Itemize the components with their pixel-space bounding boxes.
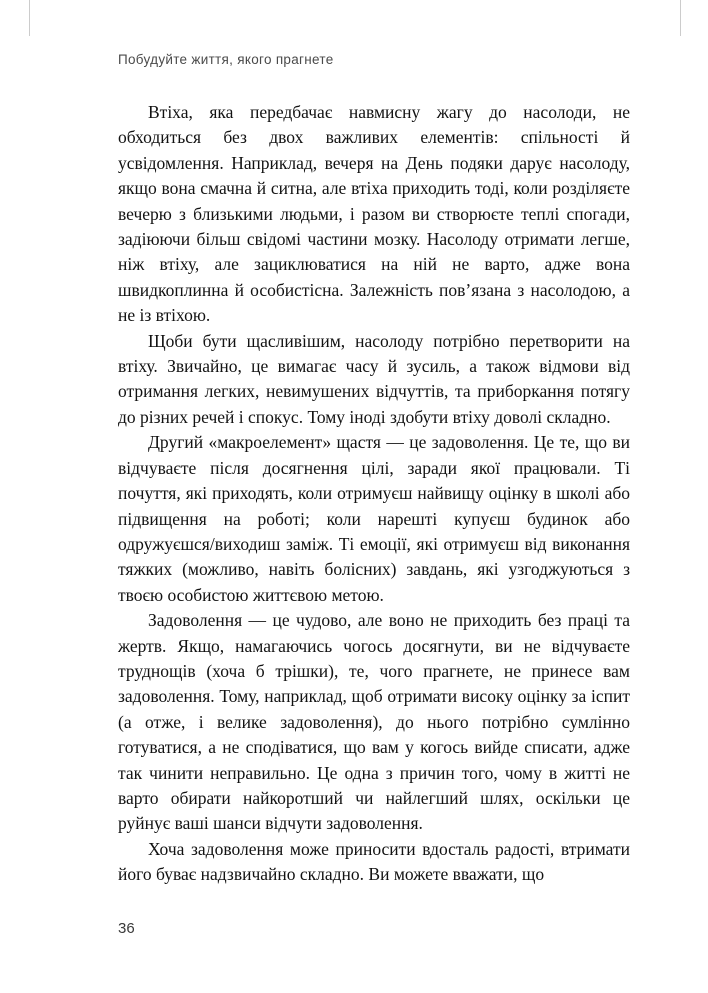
running-header: Побудуйте життя, якого прагнете (118, 52, 334, 67)
crop-mark-right (680, 0, 681, 36)
crop-mark-left (29, 0, 30, 36)
paragraph-1: Втіха, яка передбачає навмисну жагу до насолоди, не обходиться без двох важливих елементів: спільності й усвідомлення. Наприклад, вечеря на День подяки дарує насолоду, якщо вона смачна й ситна, але втіха приходить тоді, коли розділяєте вечерю з близькими людьми, і разом ви створюєте теплі спогади, задіюючи більш свідомі частини мозку. Насолоду отримати легше, ніж втіху, але зациклюватися на ній не варто, адже вона швидкоплинна й особистісна. Залежність пов’язана з насолодою, а не із втіхою. (118, 102, 630, 326)
page-number: 36 (118, 920, 135, 937)
paragraph-2: Щоби бути щасливішим, насолоду потрібно перетворити на втіху. Звичайно, це вимагає часу й зусиль, а також відмови від отримання легких, невимушених відчуттів, та приборкання потягу до різних речей і спокус. Тому іноді здобути втіху доволі складно. (118, 330, 630, 427)
paragraph-5: Хоча задоволення може приносити вдосталь радості, втримати його буває надзвичайно складно. Ви можете вважати, що (118, 838, 630, 885)
paragraph-3: Другий «макроелемент» щастя — це задоволення. Це те, що ви відчуваєте після досягнення цілі, заради якої працювали. Ті почуття, які приходять, коли отримуєш найвищу оцінку в школі або підвищення на роботі; коли нарешті купуєш будинок або одружуєшся/виходиш заміж. Ті емоції, які отримуєш від виконання тяжких (можливо, навіть болісних) завдань, які узгоджуються з твоєю особистою життєвою метою. (118, 432, 630, 605)
paragraph-4: Задоволення — це чудово, але воно не приходить без праці та жертв. Якщо, намагаючись чогось досягнути, ви не відчуваєте труднощів (хоча б трішки), те, чого прагнете, не принесе вам задоволення. Тому, наприклад, щоб отримати високу оцінку за іспит (а отже, і велике задоволення), до нього потрібно сумлінно готуватися, а не сподіватися, що вам у когось вийде списати, адже так чинити неправильно. Це одна з причин того, чому в житті не варто обирати найкоротший чи найлегший шлях, оскільки це руйнує ваші шанси відчути задоволення. (118, 610, 630, 834)
page-body (118, 100, 630, 888)
